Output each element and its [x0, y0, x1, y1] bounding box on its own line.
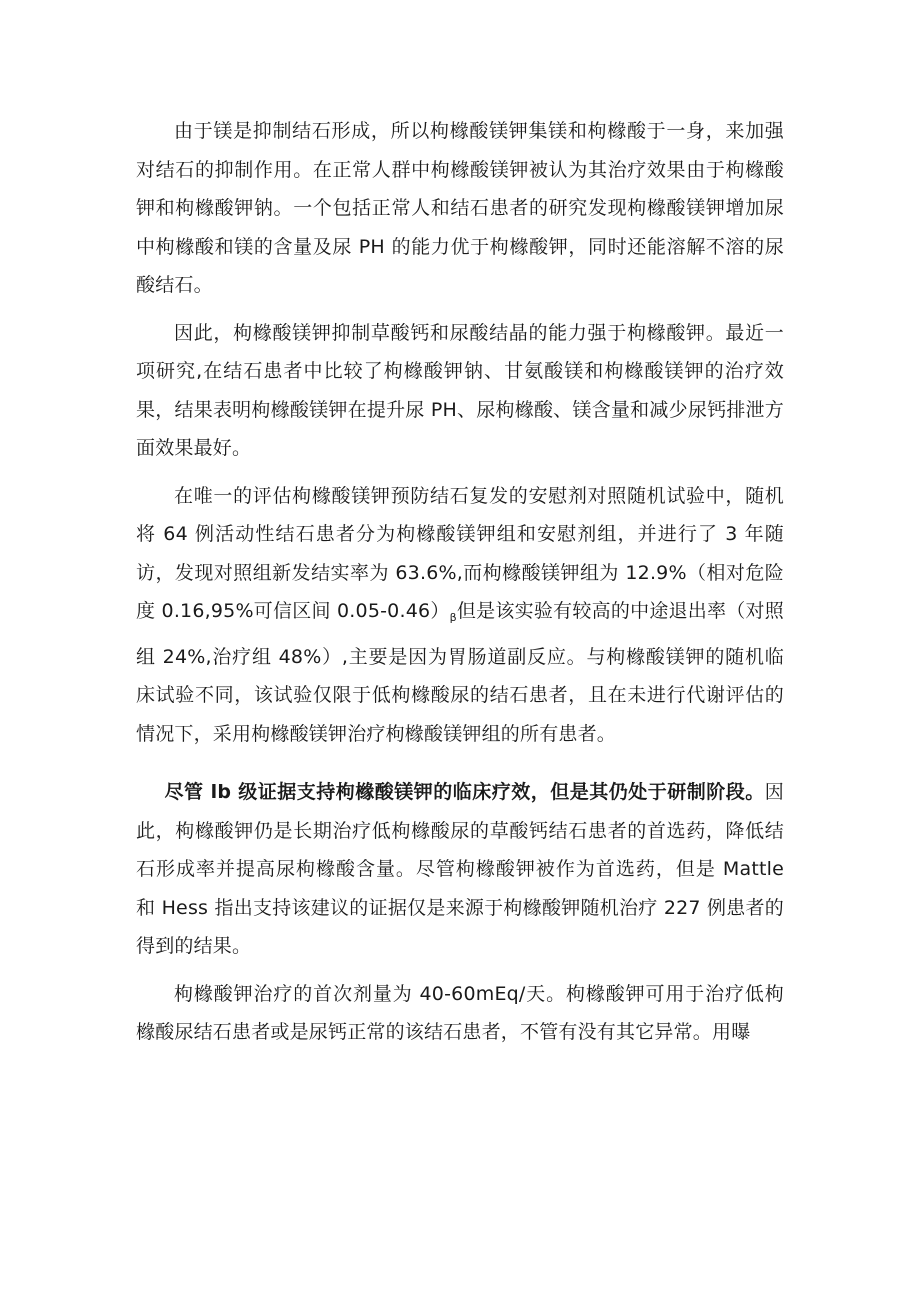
paragraph-1 — [136, 112, 784, 305]
paragraph-5-text: 枸橼酸钾治疗的首次剂量为 40-60mEq/天。枸橼酸钾可用于治疗低枸橼酸尿结石患者或是尿钙正常的该结石患者，不管有没有其它异常。用曝 — [136, 982, 784, 1043]
paragraph-1-text: 由于镁是抑制结石形成，所以枸橼酸镁钾集镁和枸橼酸于一身，来加强对结石的抑制作用。在正常人群中枸橼酸镁钾被认为其治疗效果由于枸橼酸钾和枸橼酸钾钠。一个包括正常人和结石患者的研究发现枸橼酸镁钾增加尿中枸橼酸和镁的含量及尿 PH 的能力优于枸橼酸钾，同时还能溶解不溶的尿酸结石。 — [136, 120, 784, 296]
paragraph-3-subscript: β — [449, 611, 457, 624]
paragraph-2-text: 因此，枸橼酸镁钾抑制草酸钙和尿酸结晶的能力强于枸橼酸钾。最近一项研究,在结石患者中比较了枸橼酸钾钠、甘氨酸镁和枸橼酸镁钾的治疗效果，结果表明枸橼酸镁钾在提升尿 PH、尿枸橼酸、镁含量和减少尿钙排泄方面效果最好。 — [136, 321, 784, 459]
document-page — [136, 112, 784, 1061]
paragraph-4-bold-lead: 尽管 lb 级证据支持枸橼酸镁钾的临床疗效，但是其仍处于研制阶段。 — [164, 781, 765, 803]
paragraph-3 — [136, 477, 784, 754]
paragraph-3-text-after: 但是该实验有较高的中途退出率（对照组 24%,治疗组 48%）,主要是因为胃肠道副反应。与枸橼酸镁钾的随机临床试验不同，该试验仅限于低枸橼酸尿的结石患者，且在未进行代谢评估的情况下，采用枸橼酸镁钾治疗枸橼酸镁钾组的所有患者。 — [136, 600, 784, 745]
paragraph-4 — [136, 773, 784, 966]
paragraph-3-text-before: 在唯一的评估枸橼酸镁钾预防结石复发的安慰剂对照随机试验中，随机将 64 例活动性结石患者分为枸橼酸镁钾组和安慰剂组，并进行了 3 年随访，发现对照组新发结实率为 63.6%,而枸橼酸镁钾组为 12.9%（相对危险度 0.16,95%可信区间 0.05-0.46） — [136, 484, 784, 622]
paragraph-4-text: 因此，枸橼酸钾仍是长期治疗低枸橼酸尿的草酸钙结石患者的首选药，降低结石形成率并提高尿枸橼酸含量。尽管枸橼酸钾被作为首选药，但是 Mattle 和 Hess 指出支持该建议的证据仅是来源于枸橼酸钾随机治疗 227 例患者的得到的结果。 — [136, 781, 784, 957]
paragraph-5 — [136, 975, 784, 1052]
paragraph-2 — [136, 314, 784, 468]
